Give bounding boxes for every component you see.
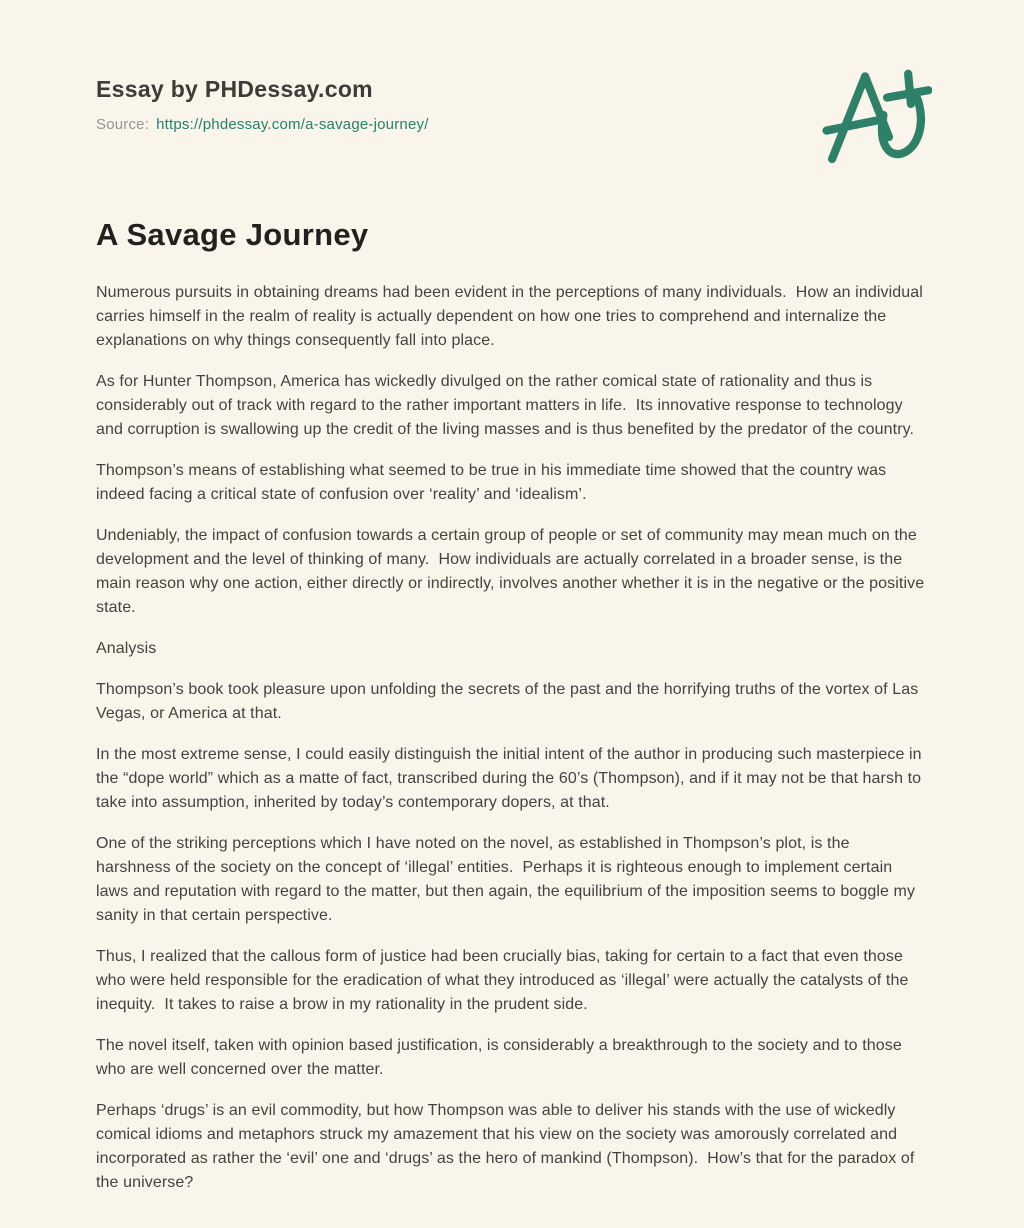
essay-paragraph: The novel itself, taken with opinion based justification, is considerably a breakthrough to the society and to those who are well concerned over the matter. xyxy=(96,1037,907,1078)
essay-paragraph: One of the striking perceptions which I have noted on the novel, as established in Thompson’s plot, is the harshness of the society on the concept of ‘illegal’ entities. Perhaps it is righteous enough to implement certain laws and reputation with regard to the matter, but then again, the equilibrium of the imposition seems to boggle my sanity in that certain perspective. xyxy=(96,835,920,924)
essay-paragraph: As for Hunter Thompson, America has wickedly divulged on the rather comical state of rationality and thus is considerably out of track with regard to the rather important matters in life. Its innovative response to technology and corruption is swallowing up the credit of the living masses and is thus benefited by the predator of the country. xyxy=(96,373,915,438)
essay-title: A Savage Journey xyxy=(96,217,369,252)
essay-paragraph: Undeniably, the impact of confusion towards a certain group of people or set of community may mean much on the development and the level of thinking of many. How individuals are actually correlated in a broader sense, is the main reason why one action, either directly or indirectly, involves another whether it is in the negative or the positive state. xyxy=(96,527,929,616)
essay-paragraph: Thompson’s book took pleasure upon unfolding the secrets of the past and the horrifying truths of the vortex of Las Vegas, or America at that. xyxy=(96,681,923,722)
page-header xyxy=(96,76,928,133)
essay-paragraph: Thompson’s means of establishing what seemed to be true in his immediate time showed that the country was indeed facing a critical state of confusion over ‘reality’ and ‘idealism’. xyxy=(96,462,891,503)
essay-paragraph: Numerous pursuits in obtaining dreams had been evident in the perceptions of many individuals. How an individual carries himself in the realm of reality is actually dependent on how one tries to comprehend and internalize the explanations on why things consequently fall into place. xyxy=(96,284,928,349)
essay-paragraph: In the most extreme sense, I could easily distinguish the initial intent of the author in producing such masterpiece in the “dope world” which as a matte of fact, transcribed during the 60’s (Thompson), and if it may not be that harsh to take into assumption, inherited by today’s contemporary dopers, at that. xyxy=(96,746,927,811)
source-line xyxy=(96,116,928,133)
site-title: Essay by PHDessay.com xyxy=(96,76,373,102)
essay-paragraph: Perhaps ‘drugs’ is an evil commodity, but how Thompson was able to deliver his stands with the use of wickedly comical idioms and metaphors struck my amazement that his view on the society was amorously correlated and incorporated as rather the ‘evil’ one and ‘drugs’ as the hero of mankind (Thompson). How’s that for the paradox of the universe? xyxy=(96,1102,920,1191)
source-label: Source: xyxy=(96,116,150,133)
phdessay-a-plus-logo-icon xyxy=(822,60,932,170)
section-heading-analysis: Analysis xyxy=(96,640,157,657)
source-link[interactable]: https://phdessay.com/a-savage-journey/ xyxy=(156,116,429,133)
essay-content xyxy=(96,217,928,1195)
essay-paragraph: Thus, I realized that the callous form of justice had been crucially bias, taking for certain to a fact that even those who were held responsible for the eradication of what they introduced as ‘illegal’ were actually the catalysts of the inequity. It takes to raise a brow in my rationality in the prudent side. xyxy=(96,948,913,1013)
essay-body xyxy=(96,281,928,1195)
